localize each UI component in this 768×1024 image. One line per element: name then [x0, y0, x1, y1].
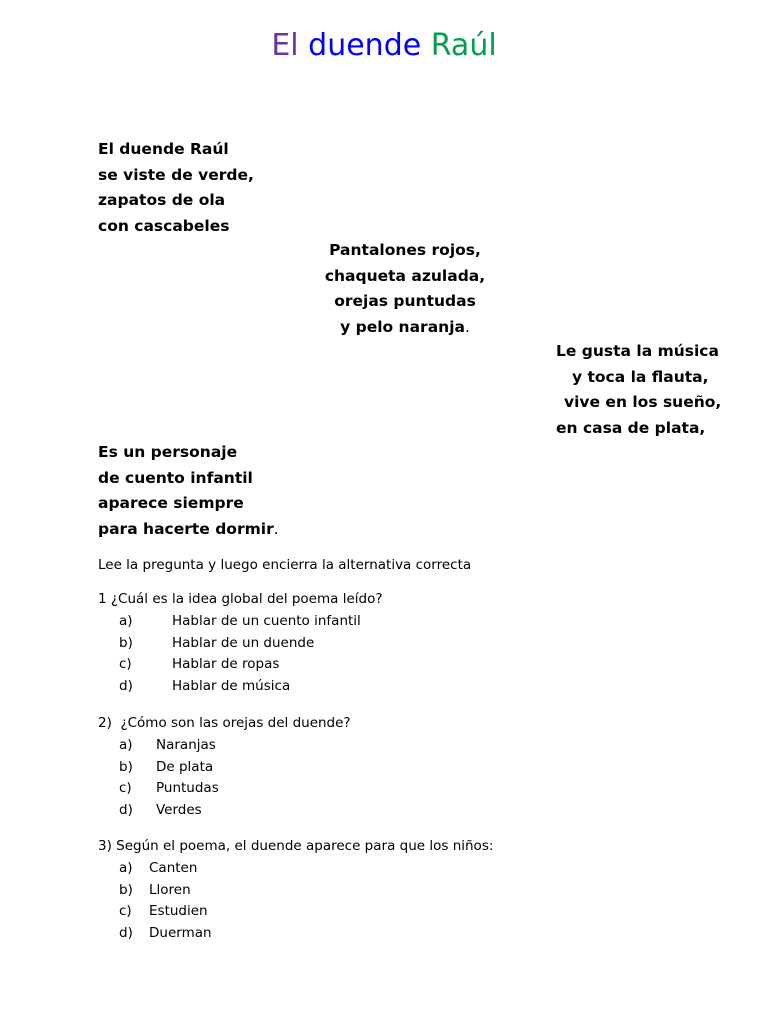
option-letter: c) — [119, 903, 132, 920]
option-b[interactable] — [98, 633, 383, 655]
poem-stanza-3 — [548, 339, 724, 441]
option-b[interactable] — [98, 880, 493, 902]
option-a[interactable] — [98, 735, 351, 757]
option-letter: b) — [119, 881, 133, 898]
page-title — [0, 26, 768, 66]
option-letter: c) — [119, 656, 132, 673]
option-letter: d) — [119, 802, 133, 819]
question-text: 1 ¿Cuál es la idea global del poema leído? — [98, 591, 383, 607]
poem-stanza-4 — [98, 440, 279, 542]
poem-line: orejas puntudas — [334, 292, 476, 310]
option-a[interactable] — [98, 858, 493, 880]
poem-line: zapatos de ola — [98, 191, 226, 209]
option-text: Hablar de un duende — [172, 634, 315, 651]
option-text: Puntudas — [156, 780, 219, 797]
option-letter: b) — [119, 634, 133, 651]
option-d[interactable] — [98, 923, 493, 945]
question-text: 3) Según el poema, el duende aparece para que los niños: — [98, 838, 494, 854]
poem-line: vive en los sueño, — [564, 393, 722, 411]
option-letter: d) — [119, 678, 133, 695]
option-letter: c) — [119, 780, 132, 797]
poem-line-period: . — [464, 317, 470, 336]
option-text: Duerman — [149, 925, 212, 942]
poem-line: aparece siempre — [98, 494, 244, 512]
title-word-raul: Raúl — [430, 28, 497, 63]
question-text: 2) ¿Cómo son las orejas del duende? — [98, 715, 351, 731]
option-c[interactable] — [98, 901, 493, 923]
option-text: Hablar de ropas — [172, 656, 280, 673]
poem-line: Pantalones rojos, — [329, 241, 481, 259]
poem-line: de cuento infantil — [98, 468, 253, 487]
option-letter: b) — [119, 758, 133, 775]
instructions: Lee la pregunta y luego encierra la alternativa correcta — [98, 557, 472, 573]
question-3 — [98, 836, 493, 945]
poem-line — [300, 315, 510, 341]
option-text: Naranjas — [156, 736, 216, 753]
option-d[interactable] — [98, 800, 351, 822]
option-text: Canten — [149, 859, 198, 876]
poem-stanza-1 — [98, 137, 254, 239]
option-b[interactable] — [98, 757, 351, 779]
poem-line: chaqueta azulada, — [324, 266, 486, 285]
option-letter: a) — [119, 859, 133, 876]
option-c[interactable] — [98, 654, 383, 676]
option-text: Lloren — [149, 881, 191, 898]
poem-line: se viste de verde, — [98, 165, 254, 184]
poem-line-period: . — [273, 519, 279, 538]
option-letter: a) — [119, 612, 133, 629]
option-text: Verdes — [156, 802, 202, 819]
option-text: Hablar de un cuento infantil — [172, 612, 361, 629]
option-letter: d) — [119, 925, 133, 942]
poem-line: Es un personaje — [98, 443, 238, 461]
option-text: De plata — [156, 758, 214, 775]
poem-line: y toca la flauta, — [572, 367, 709, 386]
option-text: Estudien — [149, 903, 208, 920]
option-c[interactable] — [98, 778, 351, 800]
option-letter: a) — [119, 736, 133, 753]
poem-line: en casa de plata, — [556, 418, 706, 437]
option-text: Hablar de música — [172, 678, 291, 695]
question-1 — [98, 589, 383, 698]
title-word-duende: duende — [308, 28, 422, 63]
poem-stanza-2 — [300, 238, 510, 340]
poem-line-text: para hacerte dormir — [98, 519, 274, 538]
poem-line-text: y pelo naranja — [340, 317, 465, 336]
poem-line: El duende Raúl — [98, 140, 229, 158]
poem-line — [98, 517, 279, 543]
poem-line: Le gusta la música — [556, 342, 719, 360]
poem-line: con cascabeles — [98, 216, 230, 235]
option-d[interactable] — [98, 676, 383, 698]
title-word-el: El — [271, 28, 299, 63]
question-2 — [98, 713, 351, 822]
option-a[interactable] — [98, 611, 383, 633]
